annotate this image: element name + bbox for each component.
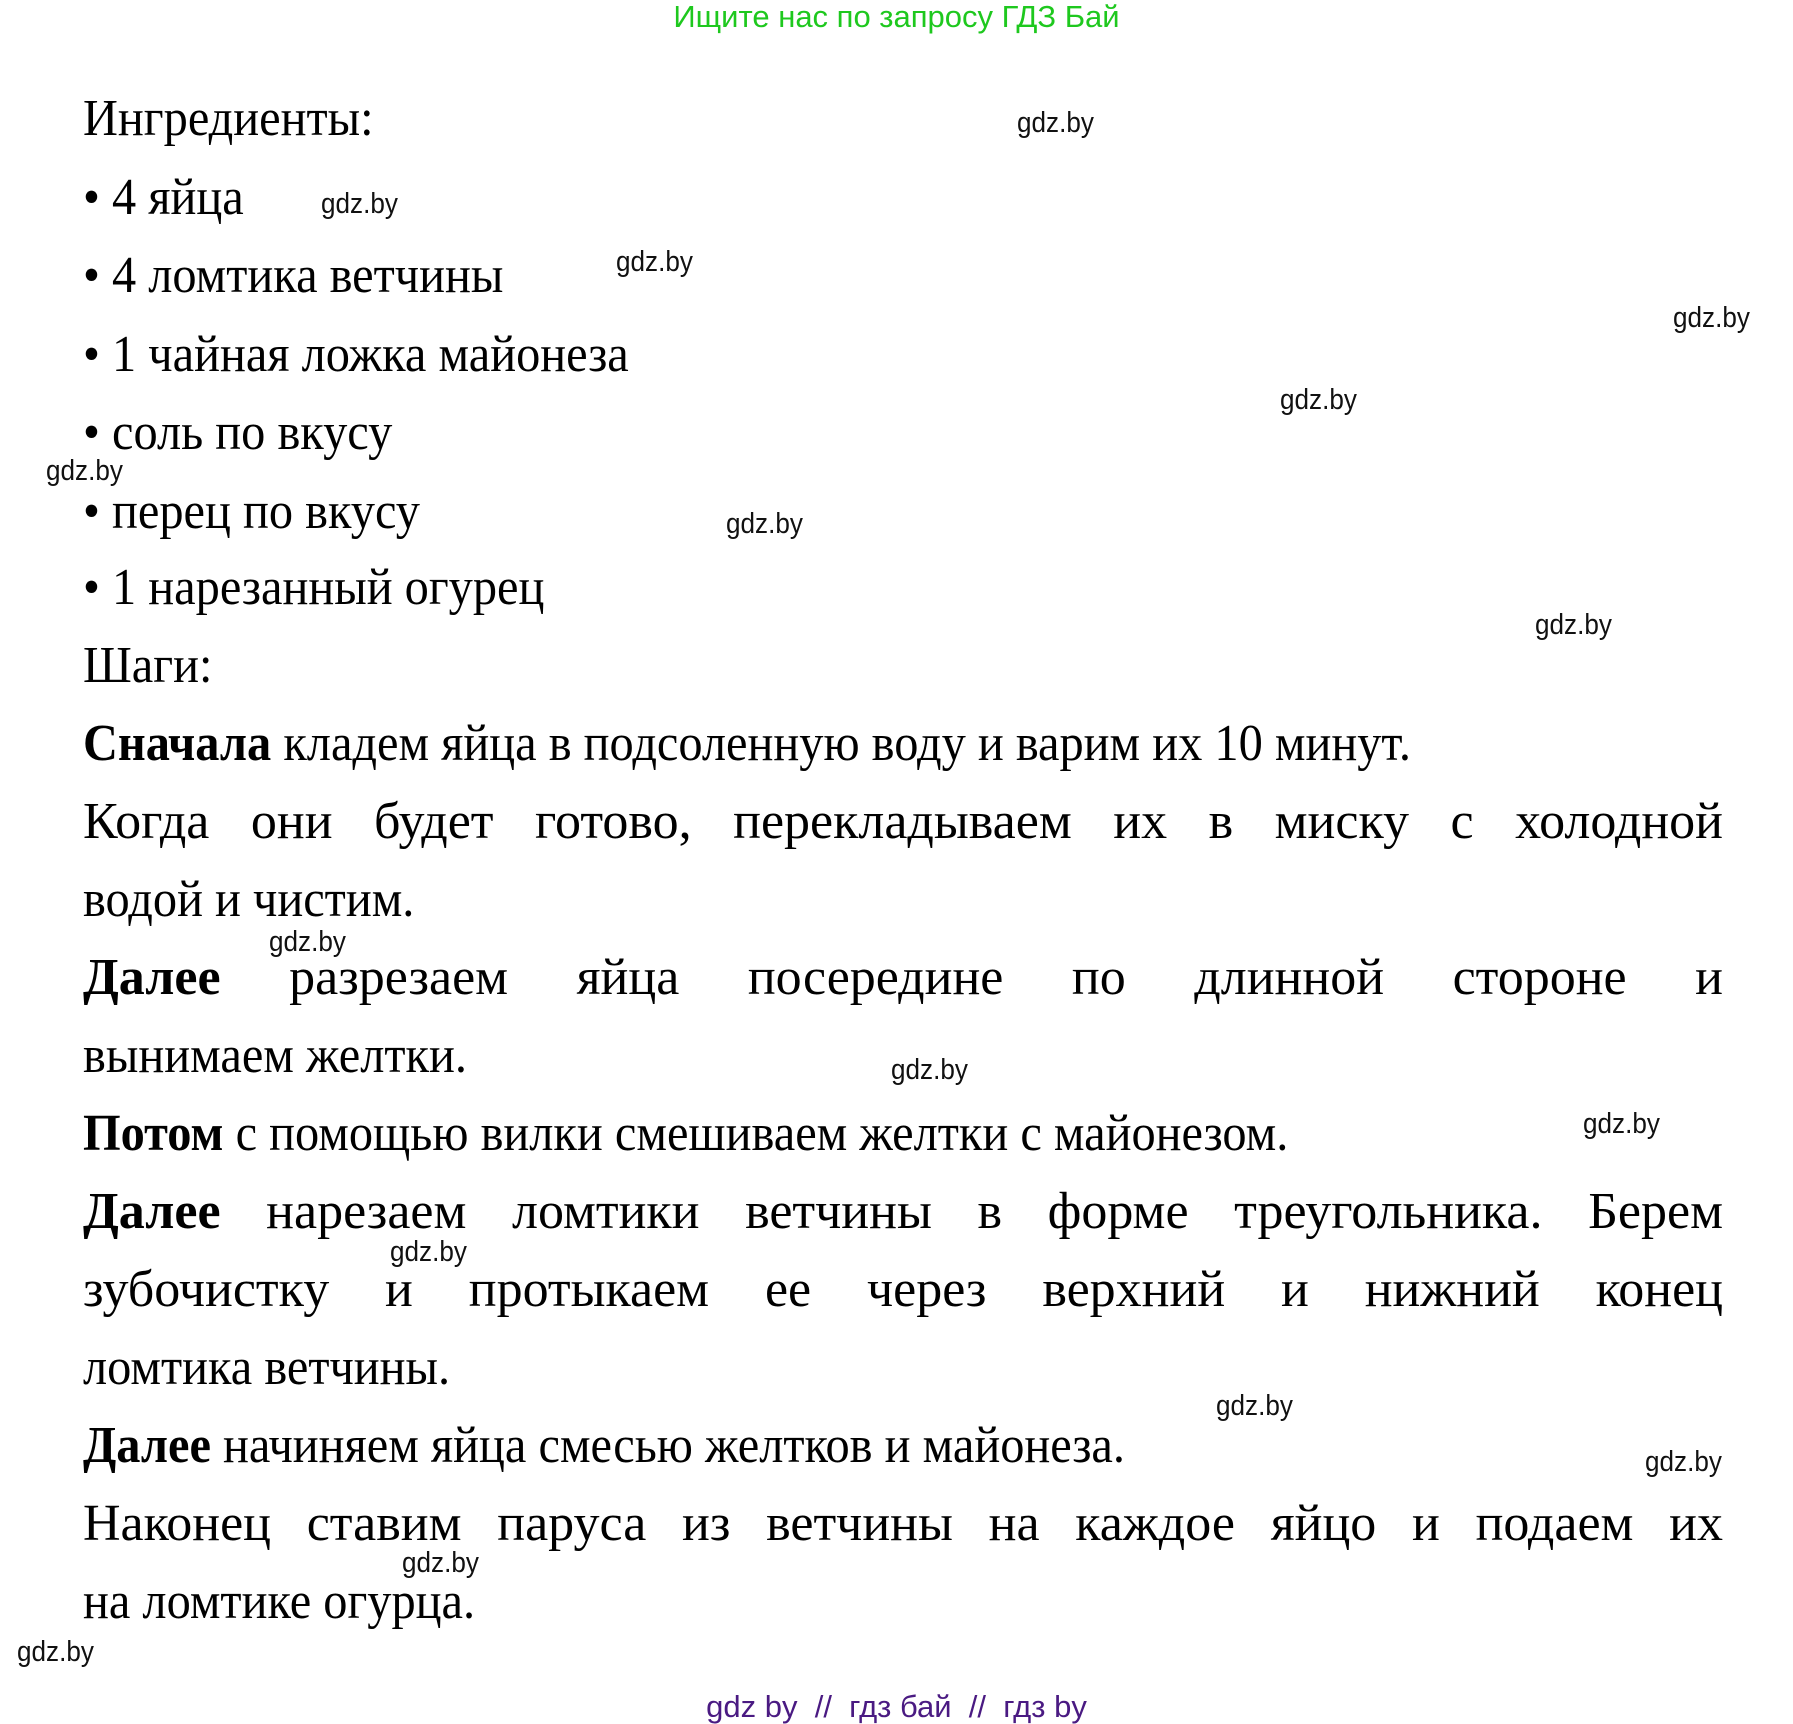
step-text: кладем яйца в подсоленную воду и варим их 10 минут. [271,715,1411,772]
watermark: gdz.by [1535,609,1612,641]
step-text: с помощью вилки смешиваем желтки с майонезом. [223,1105,1289,1162]
step-text: вынимаем желтки. [83,1027,467,1084]
step-keyword: Сначала [83,715,272,772]
step-line [83,714,1411,774]
ingredient-item: • 4 ломтика ветчины [83,247,504,304]
step-line [83,1182,1723,1242]
watermark: gdz.by [1017,107,1094,139]
step-line [83,1338,450,1398]
ingredient-item: • 1 чайная ложка майонеза [83,326,629,383]
step-line [83,1026,467,1086]
watermark: gdz.by [390,1236,467,1268]
ingredient-item: • соль по вкусу [83,404,393,461]
watermark: gdz.by [1583,1108,1660,1140]
watermark: gdz.by [1216,1390,1293,1422]
watermark: gdz.by [321,188,398,220]
step-text: разрезаем яйца посередине по длинной стороне и [220,949,1723,1006]
watermark: gdz.by [17,1636,94,1668]
watermark: gdz.by [1280,384,1357,416]
footer-links: gdz by // гдз бай // гдз by [706,1689,1087,1724]
step-keyword: Далее [83,1183,221,1240]
step-text: нарезаем ломтики ветчины в форме треугольника. Берем [220,1183,1723,1240]
ingredient-item: • 1 нарезанный огурец [83,559,545,616]
step-text: Когда они будет готово, перекладываем их в миску с холодной [83,793,1723,850]
watermark: gdz.by [1673,302,1750,334]
step-line [83,1494,1723,1554]
step-text: начиняем яйца смесью желтков и майонеза. [210,1417,1125,1474]
watermark: gdz.by [616,246,693,278]
steps-title: Шаги: [83,637,213,694]
step-keyword: Потом [83,1105,224,1162]
step-line [83,1572,475,1632]
watermark: gdz.by [402,1547,479,1579]
ingredient-item: • 4 яйца [83,169,244,226]
step-line [83,1104,1288,1164]
step-line [83,792,1723,852]
watermark: gdz.by [46,455,123,487]
search-banner: Ищите нас по запросу ГДЗ Бай [673,0,1120,34]
step-text: Наконец ставим паруса из ветчины на каждое яйцо и подаем их [83,1495,1723,1552]
step-text: ломтика ветчины. [83,1339,451,1396]
step-text: зубочистку и протыкаем ее через верхний и нижний конец [83,1261,1723,1318]
step-keyword: Далее [83,949,221,1006]
watermark: gdz.by [891,1054,968,1086]
ingredients-title: Ингредиенты: [83,90,374,147]
watermark: gdz.by [726,508,803,540]
ingredient-item: • перец по вкусу [83,483,420,540]
watermark: gdz.by [1645,1446,1722,1478]
step-line [83,1416,1125,1476]
step-line [83,1260,1723,1320]
step-text: водой и чистим. [83,871,415,928]
watermark: gdz.by [269,926,346,958]
step-line [83,870,414,930]
step-keyword: Далее [83,1417,211,1474]
step-text: на ломтике огурца. [83,1573,476,1630]
